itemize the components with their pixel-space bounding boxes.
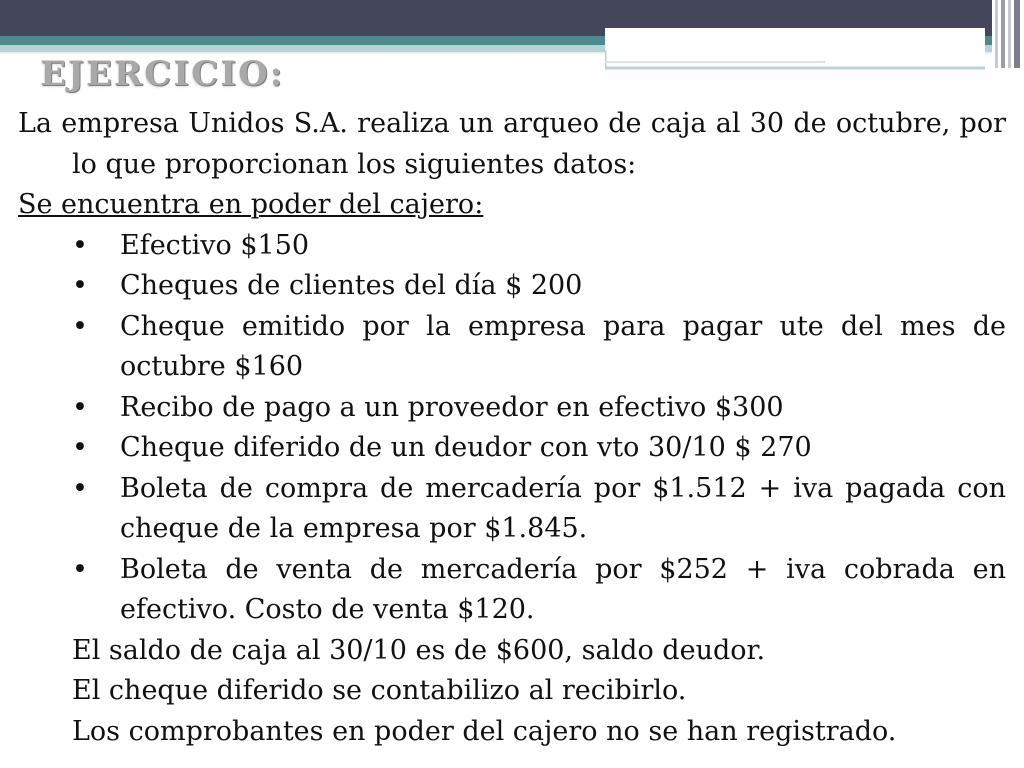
bullet-icon: •: [72, 391, 88, 423]
notes-block: [18, 631, 1006, 753]
note-line: El cheque diferido se contabilizo al recibirlo.: [72, 675, 687, 706]
bullet-icon: •: [72, 472, 88, 504]
bullet-icon: •: [72, 432, 88, 463]
list-item-text: Recibo de pago a un proveedor en efectivo $300: [120, 391, 784, 423]
list-item: [18, 388, 1006, 429]
header-tab-decoration: [605, 28, 995, 72]
note-line: Los comprobantes en poder del cajero no se han registrado.: [72, 715, 897, 747]
list-item-text: Cheques de clientes del día $ 200: [120, 270, 583, 301]
list-item-text: Boleta de compra de mercadería por $1.512 + iva pagada con cheque de la empresa por $1.845.: [120, 472, 1006, 544]
note-line: El saldo de caja al 30/10 es de $600, saldo deudor.: [72, 634, 766, 666]
list-item: [18, 266, 1006, 307]
list-item: [18, 226, 1006, 267]
bullet-icon: •: [72, 229, 88, 261]
slide-title: EJERCICIO:: [40, 54, 285, 94]
list-item: [18, 428, 1006, 469]
list-item-text: Boleta de venta de mercadería por $252 + iva cobrada en efectivo. Costo de venta $120.: [120, 553, 1006, 625]
list-item: [18, 550, 1006, 631]
bullet-icon: •: [72, 553, 88, 585]
cashier-items-list: [18, 226, 1006, 631]
list-item-text: Cheque emitido por la empresa para pagar ute del mes de octubre $160: [120, 310, 1006, 382]
list-item-text: Cheque diferido de un deudor con vto 30/10 $ 270: [120, 432, 812, 463]
list-item: [18, 469, 1006, 550]
bullet-icon: •: [72, 310, 88, 342]
list-item-text: Efectivo $150: [120, 229, 310, 261]
bullet-icon: •: [72, 270, 88, 301]
list-item: [18, 307, 1006, 388]
subheading-text: Se encuentra en poder del cajero:: [18, 189, 484, 220]
corner-stripes-decoration: [992, 0, 1024, 68]
intro-paragraph: La empresa Unidos S.A. realiza un arqueo de caja al 30 de octubre, por lo que proporcionan los siguientes datos:: [18, 108, 1006, 180]
section-subheading: [18, 185, 1006, 226]
slide-content: [18, 104, 1006, 752]
